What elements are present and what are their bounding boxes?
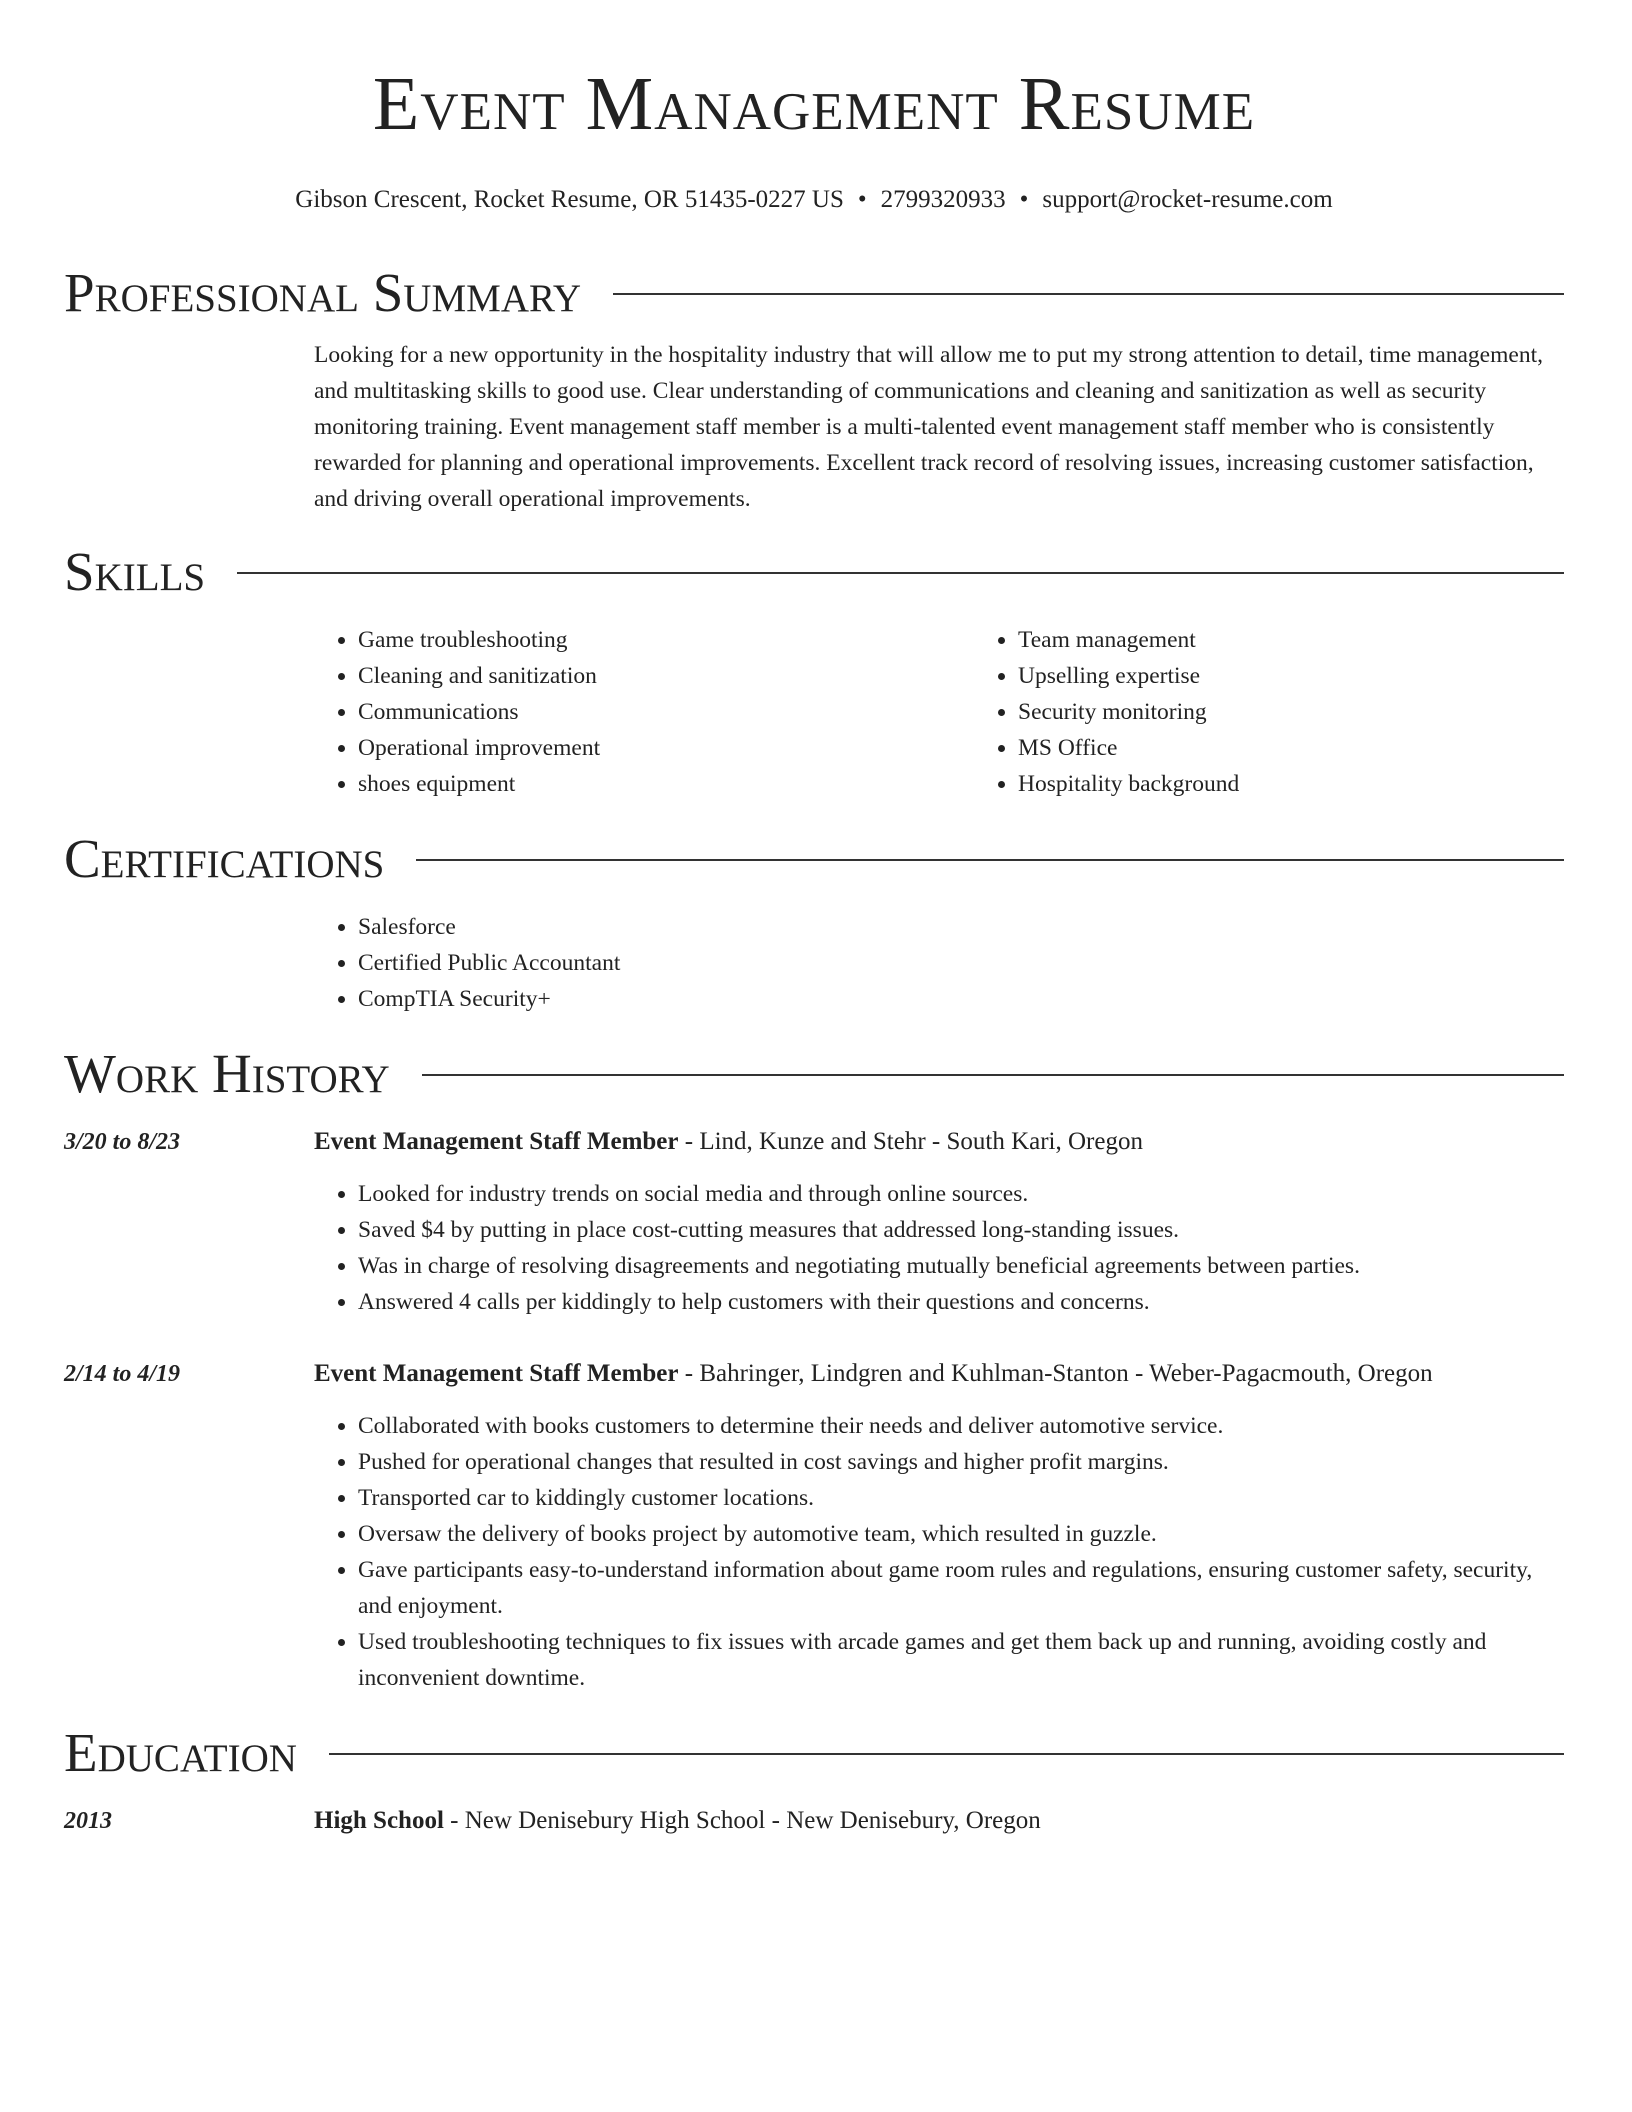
work-dates: 3/20 to 8/23 [64, 1129, 181, 1155]
work-entry [64, 1356, 1564, 1696]
skills-list-right [974, 622, 1632, 802]
work-bullets [314, 1176, 1564, 1320]
education-title-line [314, 1803, 1564, 1839]
skill-item: • Cleaning and sanitization [358, 658, 974, 694]
section-divider [237, 572, 1564, 574]
certifications-body [314, 909, 1564, 1017]
skill-item: • shoes equipment [358, 766, 974, 802]
education-section [64, 1721, 1564, 1839]
skills-title: Skills [64, 541, 206, 602]
work-header [64, 1042, 1564, 1106]
work-dates: 2/14 to 4/19 [64, 1361, 181, 1387]
contact-email: support@rocket-resume.com [1042, 186, 1333, 213]
certifications-title: Certifications [64, 828, 385, 889]
work-bullet: • Collaborated with books customers to determine their needs and deliver automotive service. [358, 1408, 1564, 1444]
work-details [314, 1356, 1564, 1696]
summary-header [64, 261, 1564, 325]
skill-item: • Hospitality background [1018, 766, 1632, 802]
education-year: 2013 [64, 1808, 112, 1834]
work-entry [64, 1124, 1564, 1320]
education-school: - New Denisebury High School - New Denisebury, Oregon [443, 1807, 1041, 1834]
work-role: Event Management Staff Member [314, 1360, 679, 1387]
work-title-line [314, 1356, 1564, 1392]
skills-list-left [314, 622, 974, 802]
section-divider [613, 293, 1564, 295]
contact-address: Gibson Crescent, Rocket Resume, OR 51435-0227 US [295, 186, 844, 213]
education-details [314, 1803, 1564, 1839]
education-degree: High School [314, 1807, 444, 1834]
work-bullet: • Oversaw the delivery of books project by automotive team, which resulted in guzzle. [358, 1516, 1564, 1552]
skill-item: • Team management [1018, 622, 1632, 658]
certifications-header [64, 827, 1564, 891]
work-bullet: • Looked for industry trends on social media and through online sources. [358, 1176, 1564, 1212]
summary-text: Looking for a new opportunity in the hospitality industry that will allow me to put my strong attention to detail, time management, and multitasking skills to good use. Clear understanding of communications and cleaning and sanitization as well as security monitoring training. Event management staff member is a multi-talented event management staff member who is consistently rewarded for planning and operational improvements. Excellent track record of resolving issues, increasing customer satisfaction, and driving overall operational improvements. [314, 342, 1543, 512]
skill-item: • Communications [358, 694, 974, 730]
certifications-list [314, 909, 1564, 1017]
work-employer: - Lind, Kunze and Stehr - South Kari, Oregon [678, 1128, 1143, 1155]
contact-separator: • [1019, 186, 1029, 213]
certification-item: • Salesforce [358, 909, 1564, 945]
work-bullet: • Gave participants easy-to-understand information about game room rules and regulations, ensuring customer safety, security, and enjoyment. [358, 1552, 1564, 1624]
certification-item: • Certified Public Accountant [358, 945, 1564, 981]
skill-item: • Game troubleshooting [358, 622, 974, 658]
work-bullet: • Pushed for operational changes that resulted in cost savings and higher profit margins. [358, 1444, 1564, 1480]
summary-section [64, 261, 1564, 517]
work-bullet: • Answered 4 calls per kiddingly to help customers with their questions and concerns. [358, 1284, 1564, 1320]
skills-grid [314, 622, 1564, 802]
work-section [64, 1042, 1564, 1696]
skills-header [64, 540, 1564, 604]
education-title: Education [64, 1722, 297, 1783]
skill-item: • Security monitoring [1018, 694, 1632, 730]
education-entry [64, 1803, 1564, 1839]
contact-separator: • [857, 186, 867, 213]
work-title: Work History [64, 1043, 390, 1104]
work-bullet: • Saved $4 by putting in place cost-cutting measures that addressed long-standing issues. [358, 1212, 1564, 1248]
contact-line [64, 184, 1564, 216]
certification-item: • CompTIA Security+ [358, 981, 1564, 1017]
education-header [64, 1721, 1564, 1785]
skill-item: • MS Office [1018, 730, 1632, 766]
summary-body [314, 337, 1564, 517]
section-divider [416, 859, 1564, 861]
work-employer: - Bahringer, Lindgren and Kuhlman-Stanton - Weber-Pagacmouth, Oregon [678, 1360, 1433, 1387]
work-title-line [314, 1124, 1564, 1160]
work-role: Event Management Staff Member [314, 1128, 679, 1155]
summary-title: Professional Summary [64, 262, 582, 323]
skills-section [64, 540, 1564, 802]
work-bullet: • Used troubleshooting techniques to fix issues with arcade games and get them back up and running, avoiding costly and inconvenient downtime. [358, 1624, 1564, 1696]
contact-phone: 2799320933 [880, 186, 1006, 213]
skill-item: • Upselling expertise [1018, 658, 1632, 694]
section-divider [422, 1074, 1564, 1076]
certifications-section [64, 827, 1564, 1017]
resume-name: Event Management Resume [372, 62, 1256, 146]
skill-item: • Operational improvement [358, 730, 974, 766]
work-bullet: • Was in charge of resolving disagreements and negotiating mutually beneficial agreements between parties. [358, 1248, 1564, 1284]
work-details [314, 1124, 1564, 1320]
work-bullets [314, 1408, 1564, 1696]
section-divider [329, 1753, 1564, 1755]
work-bullet: • Transported car to kiddingly customer locations. [358, 1480, 1564, 1516]
